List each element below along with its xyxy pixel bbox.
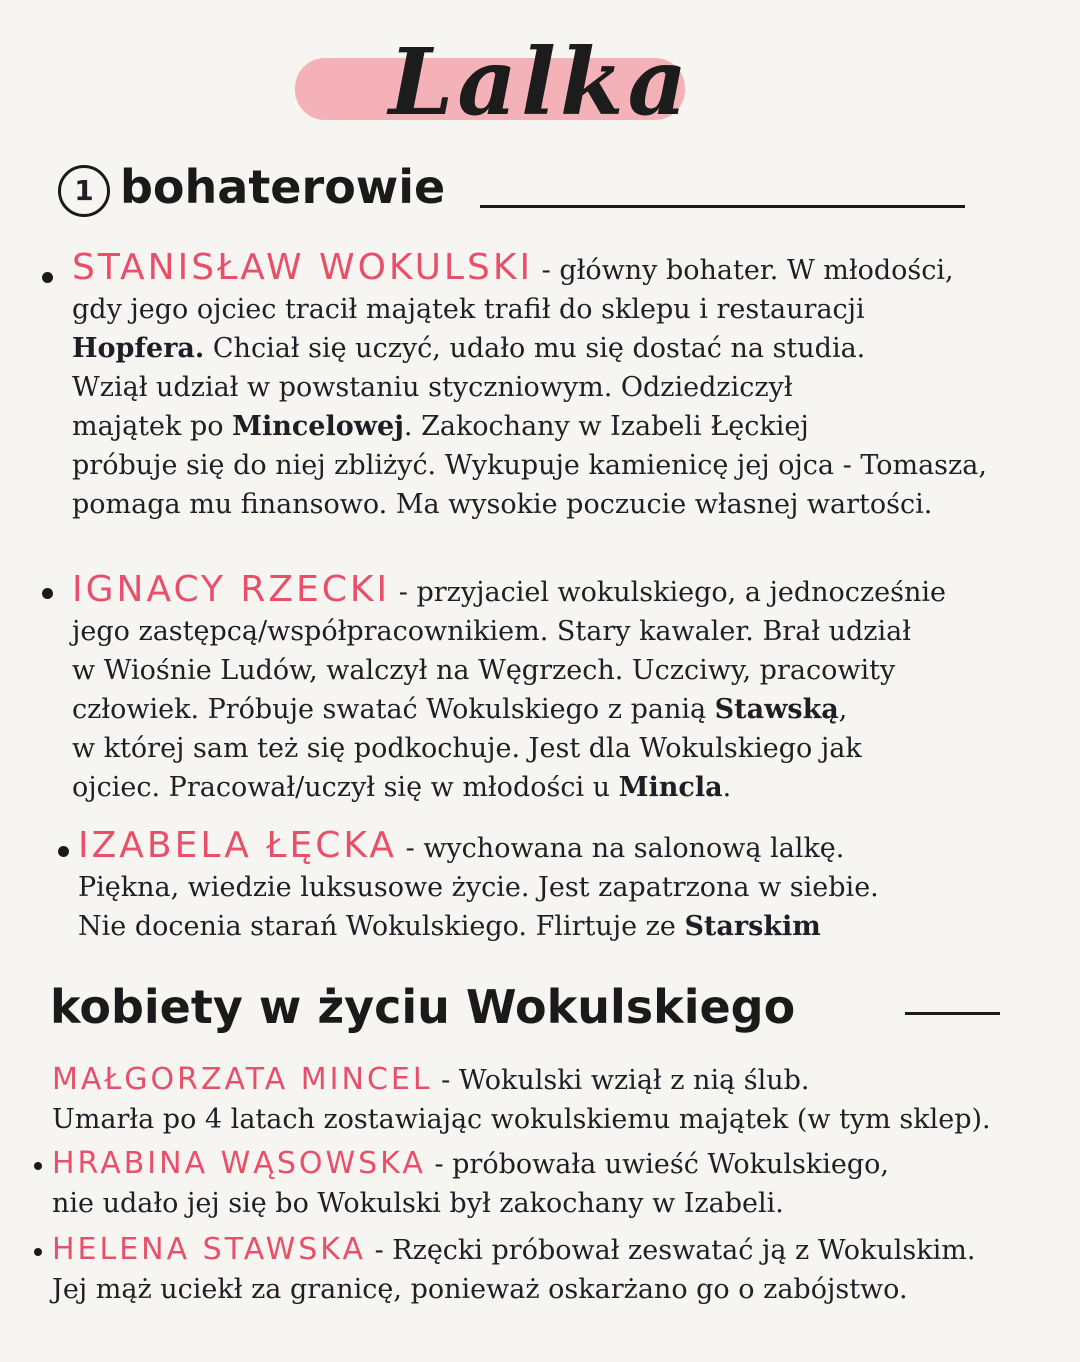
heading-underline [480, 205, 965, 208]
character-entry-rzecki [72, 570, 1032, 807]
text-line: , [838, 694, 848, 725]
page-title: Lalka [388, 28, 692, 136]
text-line: Piękna, wiedzie luksusowe życie. Jest zapatrzona w siebie. [78, 872, 879, 903]
text-line: Nie docenia starań Wokulskiego. Flirtuje ze [78, 911, 685, 942]
text-line: w której sam też się podkochuje. Jest dla Wokulskiego jak [72, 733, 862, 764]
text-line: Wziął udział w powstaniu styczniowym. Odziedziczył [72, 372, 793, 403]
woman-name: MAŁGORZATA MINCEL [52, 1062, 433, 1097]
text-line: majątek po [72, 411, 233, 442]
character-name: IZABELA ŁĘCKA [78, 825, 398, 866]
character-name: IGNACY RZECKI [72, 569, 391, 610]
text-line: . [722, 772, 732, 803]
text-line: ojciec. Pracował/uczył się w młodości u [72, 772, 619, 803]
heading-underline [905, 1012, 1000, 1015]
character-entry-wokulski [72, 248, 1032, 524]
text-line: człowiek. Próbuje swatać Wokulskiego z panią [72, 694, 715, 725]
text-line: Chciał się uczyć, udało mu się dostać na studia. [204, 333, 866, 364]
woman-entry-wasowska [52, 1144, 1012, 1223]
section-number-circle: 1 [58, 165, 110, 217]
bullet-point [42, 272, 53, 283]
woman-name: HRABINA WĄSOWSKA [52, 1146, 426, 1181]
woman-entry-mincel [52, 1060, 1012, 1139]
character-name: STANISŁAW WOKULSKI [72, 247, 534, 288]
text-line: - Rzęcki próbował zeswatać ją z Wokulskim. [365, 1235, 976, 1266]
bold-text: Hopfera. [72, 333, 205, 364]
bullet-point [34, 1248, 42, 1256]
text-line: próbuje się do niej zbliżyć. Wykupuje kamienicę jej ojca - Tomasza, [72, 450, 987, 481]
bold-text: Mincelowej [232, 411, 404, 442]
text-line: - główny bohater. W młodości, [533, 255, 954, 286]
bold-text: Mincla [618, 772, 723, 803]
section-heading-kobiety: kobiety w życiu Wokulskiego [50, 980, 796, 1034]
bullet-point [58, 846, 69, 857]
text-line: w Wiośnie Ludów, walczył na Węgrzech. Uczciwy, pracowity [72, 655, 896, 686]
text-line: jego zastępcą/współpracownikiem. Stary kawaler. Brał udział [72, 616, 912, 647]
text-line: Jej mąż uciekł za granicę, ponieważ oskarżano go o zabójstwo. [52, 1274, 908, 1305]
text-line: gdy jego ojciec tracił majątek trafił do sklepu i restauracji [72, 294, 865, 325]
bullet-point [34, 1162, 42, 1170]
woman-entry-stawska [52, 1230, 1012, 1309]
bold-text: Starskim [684, 911, 821, 942]
text-line: . Zakochany w Izabeli Łęckiej [403, 411, 809, 442]
section-heading-bohaterowie: bohaterowie [120, 160, 446, 214]
text-line: - próbowała uwieść Wokulskiego, [425, 1149, 889, 1180]
text-line: - przyjaciel wokulskiego, a jednocześnie [390, 577, 946, 608]
text-line: nie udało jej się bo Wokulski był zakochany w Izabeli. [52, 1188, 784, 1219]
bullet-point [42, 588, 53, 599]
character-entry-izabela [78, 826, 1038, 946]
text-line: - Wokulski wziął z nią ślub. [432, 1065, 810, 1096]
text-line: Umarła po 4 latach zostawiając wokulskiemu majątek (w tym sklep). [52, 1104, 991, 1135]
text-line: pomaga mu finansowo. Ma wysokie poczucie własnej wartości. [72, 489, 933, 520]
bold-text: Stawską [714, 694, 839, 725]
woman-name: HELENA STAWSKA [52, 1232, 366, 1267]
text-line: - wychowana na salonową lalkę. [397, 833, 845, 864]
